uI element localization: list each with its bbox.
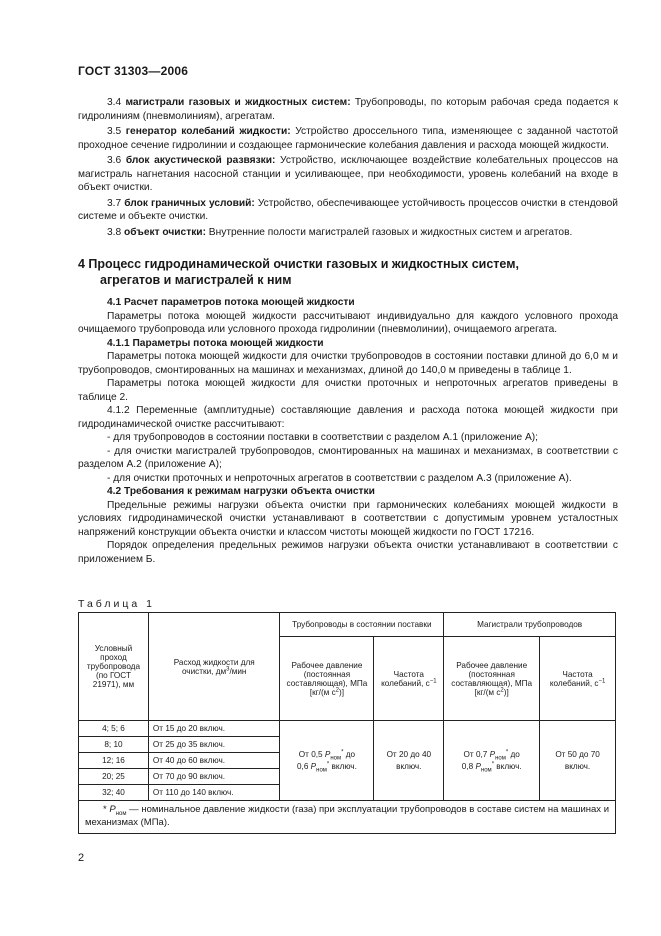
table-row [79,721,616,737]
table-1 [78,612,616,834]
definition-text: Устройство, исключающее воздействие колебательных процессов на магистраль нагнетания насосной станции и усиливающее, при необходимости, уровень колебаний на входе в объект очистки. [78,155,619,193]
header-text: /мин [229,666,247,676]
header-pressure: Рабочее давление (постоянная составляющая), МПа [кг/(м $с^2$)] [444,637,540,721]
document-header: ГОСТ 31303—2006 [78,64,189,78]
definition-number: 3.4 [107,97,122,108]
definition-3-8 [78,226,618,240]
definition-text: Устройство, обеспечивающее устойчивость процессов очистки в стендовой системе и объекте очистки. [78,197,618,222]
list-item: - для трубопроводов в состоянии поставки в соответствии с разделом А.1 (приложение А); [107,432,539,443]
cell-text: 0,6 [297,761,311,771]
header-group-pipes: Трубопроводы в состоянии поставки [280,613,444,637]
header-text: Рабочее давление (постоянная составляющая), МПа [286,660,368,688]
paragraph: Порядок определения предельных режимов нагрузки объекта очистки устанавливают в соответствии с приложением Б. [78,540,618,565]
header-group-mains: Магистрали трубопроводов [444,613,616,637]
subsection-4-1-1-title: 4.1.1 Параметры потока моющей жидкости [107,337,324,349]
definition-number: 3.5 [107,126,122,137]
list-item: - для очистки проточных и непроточных агрегатов в соответствии с разделом А.3 (приложение А). [107,472,572,484]
table-footnote: * $P_{ном}$ — номинальное давление жидкости (газа) при эксплуатации трубопроводов в составе систем на машинах и механизмах (МПа). [79,801,616,834]
cell-text: От 0,7 [463,749,490,759]
subsection-4-2-title: 4.2 Требования к режимам нагрузки объекта очистки [107,486,375,497]
definition-text: Устройство дроссельного типа, изменяющее с заданной частотой проходное сечение гидролинии и создающее гармонические колебания давления и расхода моющей жидкости. [78,126,619,151]
definition-text: Внутренние полости магистралей газовых и жидкостных систем и агрегатов. [205,226,573,238]
cell-nominal: 20; 25 [79,769,149,785]
cell-text: включ. [494,761,522,771]
page-number: 2 [78,852,85,864]
header-text: [кг/(м с [309,687,336,697]
cell-text: включ. [329,761,357,771]
footnote-symbol: P [109,804,116,815]
cell-text: до [343,749,356,759]
cell-text: P [324,749,331,759]
subsection-4-1-text: Параметры потока моющей жидкости рассчитывают индивидуально для каждого условного прохода очищаемого трубопровода или условного прохода гидролинии (пневмолинии), очищаемого агрегата. [78,310,618,335]
header-frequency: Частота колебаний, $с^{-1}$ [540,637,616,721]
cell-flow: От 110 до 140 включ. [148,785,280,801]
cell-nominal: 8; 10 [79,737,149,753]
cell-pipes-frequency: От 20 до 40 включ. [374,721,444,801]
footnote-symbol: ном [115,810,127,817]
definition-term: блок граничных условий: [124,197,255,209]
definition-number: 3.6 [107,155,122,166]
subsection-4-1-title: 4.1 Расчет параметров потока моющей жидкости [107,297,355,308]
cell-nominal: 32; 40 [79,785,149,801]
section-4-body [78,296,618,566]
paragraph: Параметры потока моющей жидкости для очистки трубопроводов в состоянии поставки длиной до 6,0 м и трубопроводов, смонтированных на машинах и механизмах, длиной до 140,0 м приведены в таблице 1. [78,351,618,376]
cell-nominal: 4; 5; 6 [79,721,149,737]
definition-3-4 [78,96,618,123]
section-4-heading [78,256,618,288]
cell-flow: От 70 до 90 включ. [148,769,280,785]
cell-text: ном [495,755,506,762]
header-flow-rate: Расход жидкости для очистки, $дм^3$/мин [148,613,280,721]
cell-flow: От 25 до 35 включ. [148,737,280,753]
definition-term: генератор колебаний жидкости: [125,126,291,137]
cell-text: P [310,761,317,771]
header-text: Условный проход трубопровода (по ГОСТ 21971), мм [86,644,141,689]
header-text: Частота колебаний, с [381,669,430,688]
definition-term: блок акустической развязки: [125,155,276,166]
header-text: Расход жидкости для очистки, дм [173,657,255,676]
header-pressure: Рабочее давление (постоянная составляющая), МПа [кг/(м $с^2$)] [280,637,374,721]
definition-3-5 [78,125,618,152]
cell-text: ном [330,755,342,762]
cell-text: P [475,761,481,771]
footnote-text: — номинальное давление жидкости (газа) при эксплуатации трубопроводов в составе систем на машинах и механизмах (МПа). [85,804,609,828]
section-heading-line: агрегатов и магистралей к ним [100,273,292,287]
cell-text: P [489,749,496,759]
definition-number: 3.7 [107,197,122,209]
paragraph: Параметры потока моющей жидкости для очистки проточных и непроточных агрегатов приведены в таблице 2. [78,378,618,403]
cell-text: ном [480,767,492,774]
cell-nominal: 12; 16 [79,753,149,769]
cell-text: до [508,749,520,759]
header-text: [кг/(м с [474,687,501,697]
paragraph: Предельные режимы нагрузки объекта очистки при гармонических колебаниях моющей жидкости в условиях гидродинамической очистки устанавливают в соответствии с допустимым уровнем усталостных напряжений конструкции объекта очистки и классом чистоты моющей жидкости по ГОСТ 17216. [78,499,618,538]
header-nominal-passage [79,613,149,721]
list-item: - для очистки магистралей трубопроводов, смонтированных на машинах и механизмах, в соответствии с разделом А.2 (приложение А); [78,445,618,470]
definition-term: объект очистки: [124,226,206,238]
section-heading-line: 4 Процесс гидродинамической очистки газовых и жидкостных систем, [78,257,519,271]
header-text: Рабочее давление (постоянная составляющая), МПа [451,660,533,688]
table-caption: Таблица 1 [78,598,155,610]
definition-3-6 [78,154,618,195]
cell-text: ном [316,767,327,774]
definition-number: 3.8 [107,226,122,238]
definition-3-7 [78,197,618,224]
cell-mains-pressure: От 0,7 $P_{ном}^*$ до 0,8 $P_{ном}^*$ включ. [444,721,540,801]
cell-pipes-pressure: От 0,5 $P_{ном}^*$ до 0,6 $P_{ном}^*$ включ. [280,721,374,801]
cell-flow: От 40 до 60 включ. [148,753,280,769]
definition-term: магистрали газовых и жидкостных систем: [125,97,351,108]
definition-text: Трубопроводы, по которым рабочая среда подается к гидролиниям (пневмолиниям), агрегатам. [78,97,618,122]
cell-flow: От 15 до 20 включ. [148,721,280,737]
definitions-block [78,96,618,239]
header-text: Частота колебаний, с [549,669,599,688]
header-frequency: Частота колебаний, $с^{-1}$ [374,637,444,721]
cell-mains-frequency: От 50 до 70 включ. [540,721,616,801]
subsection-4-1-2-text: 4.1.2 Переменные (амплитудные) составляющие давления и расхода потока моющей жидкости при гидродинамической очистке рассчитывают: [78,405,618,430]
cell-text: От 0,5 [298,749,325,759]
cell-text: 0,8 [461,761,476,771]
